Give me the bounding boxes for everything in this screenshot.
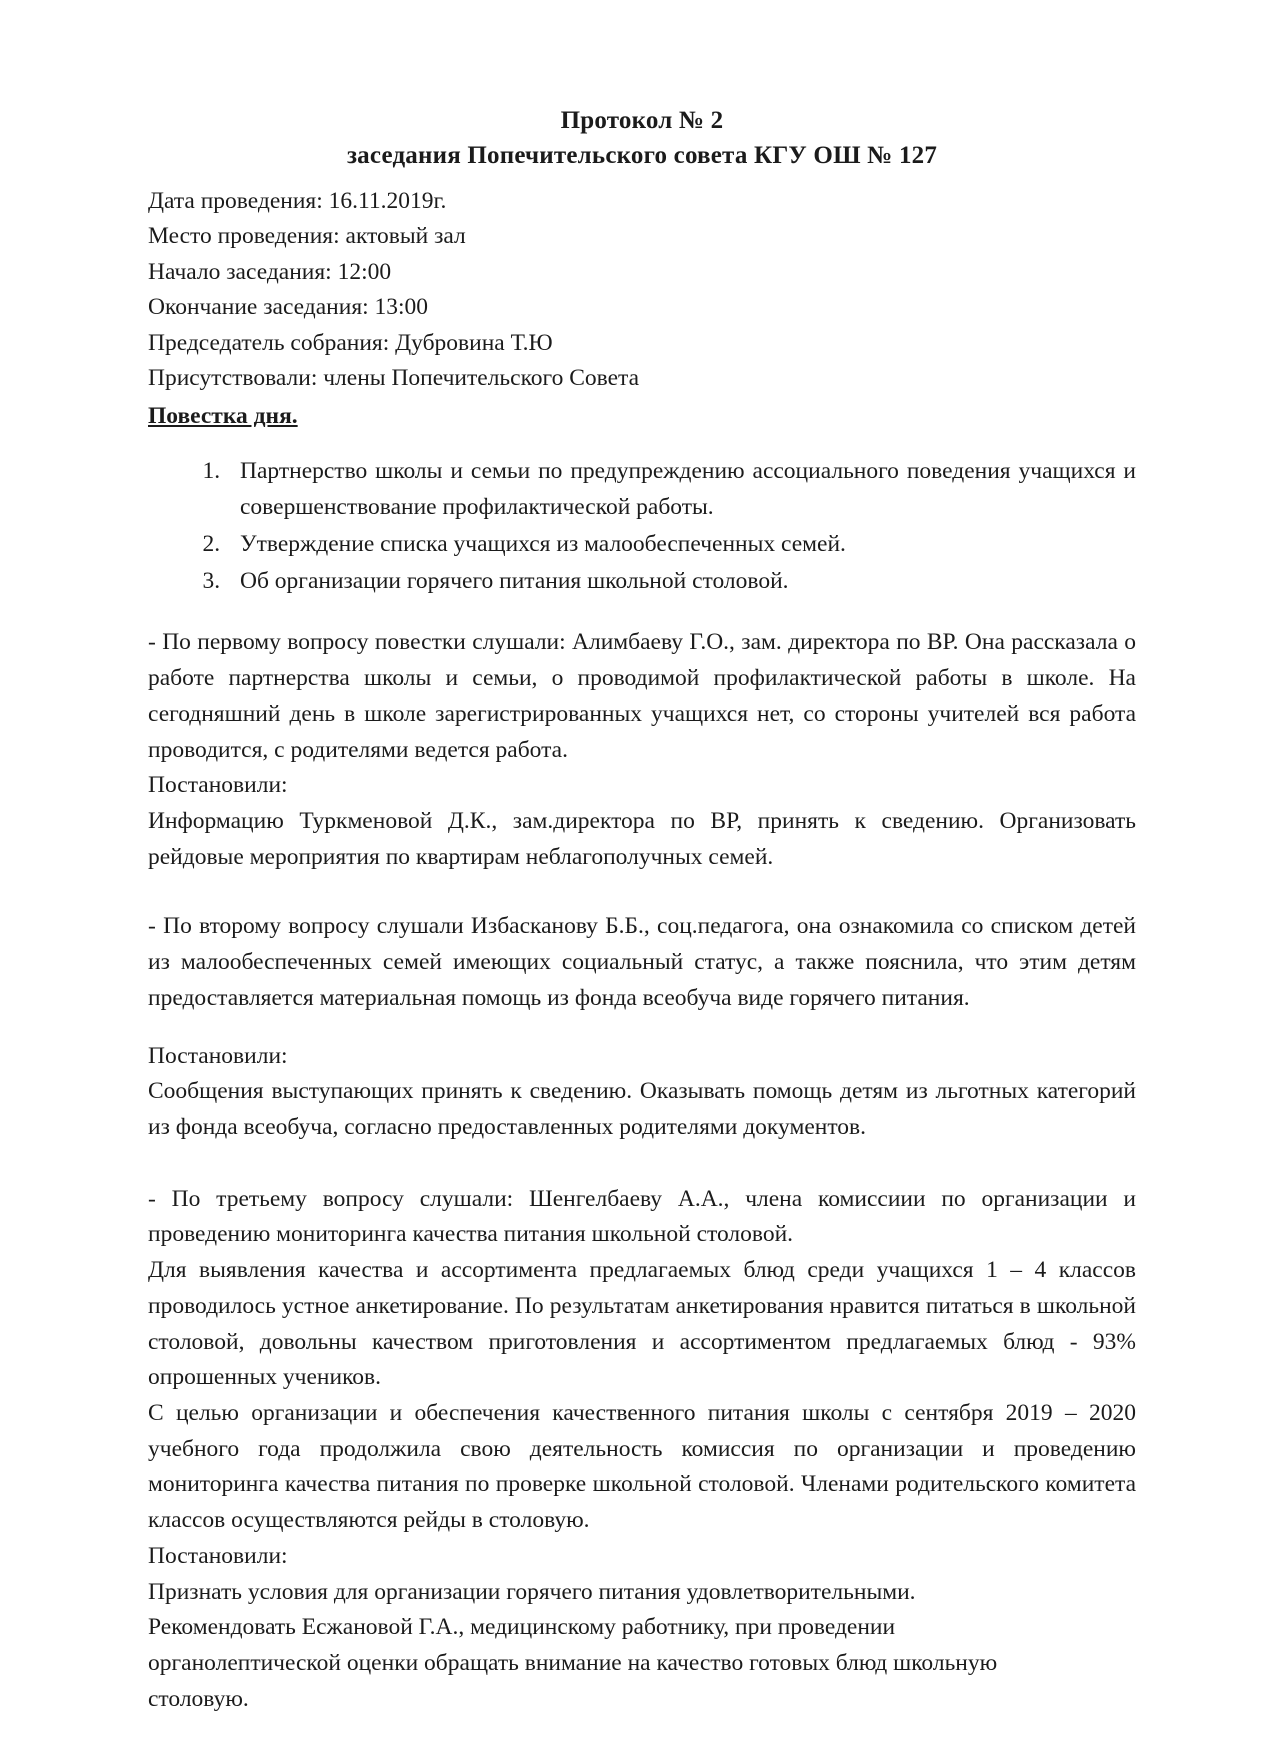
agenda-item: 3. Об организации горячего питания школьной столовой.	[226, 564, 1136, 599]
item3-speech: - По третьему вопросу слушали: Шенгелбаеву А.А., члена комиссиии по организации и проведению мониторинга качества питания школьной столовой.	[148, 1185, 1136, 1248]
item1-resolution: Информацию Туркменовой Д.К., зам.директора по ВР, принять к сведению. Организовать рейдовые мероприятия по квартирам неблагополучных семей.	[148, 807, 1136, 870]
meta-attendees: Присутствовали: члены Попечительского Совета	[148, 365, 640, 392]
item2-speech: - По второму вопросу слушали Избасканову Б.Б., соц.педагога, она ознакомила со списком детей из малообеспеченных семей имеющих социальный статус, а также пояснила, что этим детям предоставляется материальная помощь из фонда всеобуча виде горячего питания.	[148, 913, 1136, 1011]
item3-resolution-4: столовую.	[148, 1685, 249, 1712]
agenda-item: 2. Утверждение списка учащихся из малообеспеченных семей.	[226, 527, 1136, 562]
item3-body-2: С целью организации и обеспечения качественного питания школы с сентября 2019 – 2020 учебного года продолжила свою деятельность комиссия по организации и проведению мониторинга качества питания по проверке школьной столовой. Членами родительского комитета классов осуществляются рейды в столовую.	[148, 1400, 1136, 1534]
agenda-list	[148, 454, 1136, 599]
agenda-heading: Повестка дня.	[148, 402, 298, 429]
meeting-metadata	[148, 184, 1136, 434]
item3-resolution-1: Признать условия для организации горячего питания удовлетворительными.	[148, 1578, 916, 1605]
agenda-item: 1. Партнерство школы и семьи по предупреждению ассоциального поведения учащихся и совершенствование профилактической работы.	[226, 454, 1136, 525]
title-line-1: Протокол № 2	[560, 107, 724, 134]
item3-resolution-3: органолептической оценки обращать внимание на качество готовых блюд школьную	[148, 1650, 998, 1677]
item3-body-1: Для выявления качества и ассортимента предлагаемых блюд среди учащихся 1 – 4 классов проводилось устное анкетирование. По результатам анкетирования нравится питаться в школьной столовой, довольны качеством приготовления и ассортиментом предлагаемых блюд - 93% опрошенных учеников.	[148, 1257, 1136, 1391]
meta-start-time: Начало заседания: 12:00	[148, 258, 392, 285]
resolved-label-2: Постановили:	[148, 1042, 288, 1069]
meta-chairperson: Председатель собрания: Дубровина Т.Ю	[148, 329, 553, 356]
item3-resolution-2: Рекомендовать Есжановой Г.А., медицинскому работнику, при проведении	[148, 1614, 896, 1641]
resolved-label-1: Постановили:	[148, 772, 288, 799]
document-title	[148, 104, 1136, 172]
resolved-label-3: Постановили:	[148, 1542, 288, 1569]
meta-end-time: Окончание заседания: 13:00	[148, 294, 429, 321]
title-line-2: заседания Попечительского совета КГУ ОШ № 127	[346, 142, 938, 169]
item1-speech: - По первому вопросу повестки слушали: Алимбаеву Г.О., зам. директора по ВР. Она рассказала о работе партнерства школы и семьи, о проводимой профилактической работы в школе. На сегодняшний день в школе зарегистрированных учащихся нет, со стороны учителей вся работа проводится, с родителями ведется работа.	[148, 629, 1136, 763]
meta-date: Дата проведения: 16.11.2019г.	[148, 188, 447, 214]
meta-place: Место проведения: актовый зал	[148, 223, 466, 250]
item2-resolution: Сообщения выступающих принять к сведению. Оказывать помощь детям из льготных категорий из фонда всеобуча, согласно предоставленных родителями документов.	[148, 1078, 1136, 1141]
